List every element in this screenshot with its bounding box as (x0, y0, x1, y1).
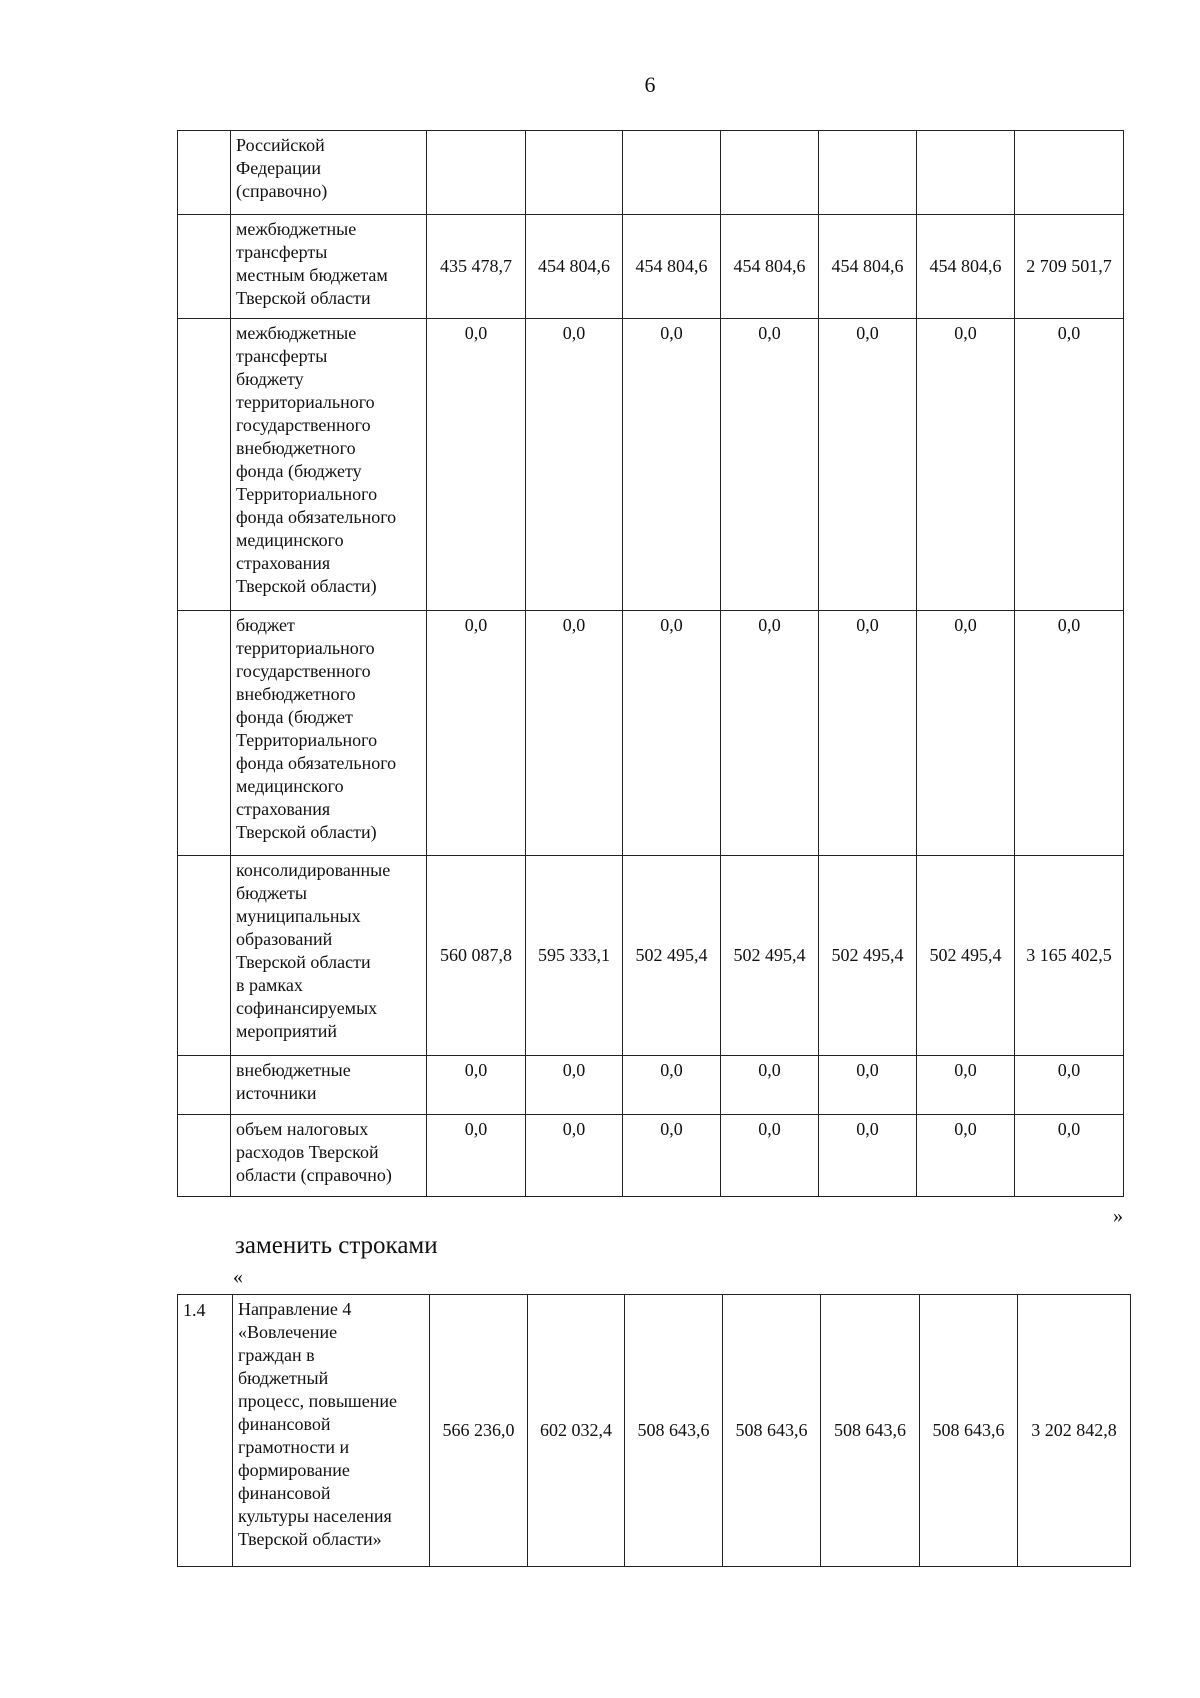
value-cell (623, 131, 721, 215)
row-index (178, 215, 231, 319)
row-index (178, 1056, 231, 1115)
closing-quote: » (1113, 1205, 1123, 1227)
row-label: внебюджетные источники (231, 1056, 427, 1115)
value-cell: 0,0 (526, 1115, 623, 1197)
value-cell: 0,0 (721, 319, 819, 611)
table-row (178, 1295, 1131, 1567)
value-cell: 454 804,6 (721, 215, 819, 319)
value-cell: 0,0 (623, 1115, 721, 1197)
row-index (178, 131, 231, 215)
value-cell: 508 643,6 (723, 1295, 821, 1567)
value-cell: 0,0 (427, 1056, 526, 1115)
value-cell: 0,0 (1015, 1056, 1124, 1115)
row-index: 1.4 (178, 1295, 233, 1567)
row-label: Направление 4 «Вовлечение граждан в бюджетный процесс, повышение финансовой грамотности и формирование финансовой культуры населения Тверской области» (233, 1295, 430, 1567)
value-cell: 435 478,7 (427, 215, 526, 319)
value-cell: 454 804,6 (819, 215, 917, 319)
row-index (178, 319, 231, 611)
value-cell: 0,0 (917, 611, 1015, 856)
row-label: межбюджетные трансферты местным бюджетам Тверской области (231, 215, 427, 319)
table-row (178, 611, 1124, 856)
value-cell: 595 333,1 (526, 856, 623, 1056)
row-label: бюджет территориального государственного внебюджетного фонда (бюджет Территориального фонда обязательного медицинского страхования Тверской области) (231, 611, 427, 856)
table-row (178, 131, 1124, 215)
value-cell: 0,0 (1015, 1115, 1124, 1197)
replace-instruction: заменить строками (235, 1232, 438, 1259)
value-cell: 0,0 (526, 319, 623, 611)
value-cell: 0,0 (819, 1056, 917, 1115)
value-cell: 0,0 (526, 1056, 623, 1115)
value-cell: 502 495,4 (819, 856, 917, 1056)
value-cell: 0,0 (819, 611, 917, 856)
value-cell: 0,0 (1015, 319, 1124, 611)
value-cell (526, 131, 623, 215)
value-cell: 0,0 (427, 319, 526, 611)
row-label: межбюджетные трансферты бюджету территориального государственного внебюджетного фонда (бюджету Территориального фонда обязательного медицинского страхования Тверской области) (231, 319, 427, 611)
value-cell: 566 236,0 (430, 1295, 528, 1567)
page-number: 6 (644, 72, 656, 97)
funding-table-top (177, 130, 1124, 1197)
value-cell: 0,0 (721, 611, 819, 856)
value-cell: 502 495,4 (623, 856, 721, 1056)
value-cell: 0,0 (721, 1056, 819, 1115)
value-cell: 508 643,6 (821, 1295, 920, 1567)
value-cell: 0,0 (623, 319, 721, 611)
table-row (178, 319, 1124, 611)
row-label: объем налоговых расходов Тверской области (справочно) (231, 1115, 427, 1197)
value-cell: 0,0 (427, 1115, 526, 1197)
value-cell: 0,0 (917, 1115, 1015, 1197)
table-row (178, 215, 1124, 319)
value-cell: 0,0 (917, 1056, 1015, 1115)
value-cell: 502 495,4 (721, 856, 819, 1056)
value-cell (427, 131, 526, 215)
value-cell: 0,0 (917, 319, 1015, 611)
value-cell (819, 131, 917, 215)
value-cell: 0,0 (427, 611, 526, 856)
value-cell: 0,0 (1015, 611, 1124, 856)
value-cell (721, 131, 819, 215)
value-cell: 502 495,4 (917, 856, 1015, 1056)
value-cell: 508 643,6 (625, 1295, 723, 1567)
value-cell: 508 643,6 (920, 1295, 1018, 1567)
value-cell: 3 202 842,8 (1018, 1295, 1131, 1567)
value-cell: 3 165 402,5 (1015, 856, 1124, 1056)
value-cell: 454 804,6 (526, 215, 623, 319)
value-cell: 602 032,4 (528, 1295, 625, 1567)
value-cell (917, 131, 1015, 215)
value-cell: 454 804,6 (623, 215, 721, 319)
value-cell: 0,0 (819, 1115, 917, 1197)
value-cell: 454 804,6 (917, 215, 1015, 319)
value-cell: 2 709 501,7 (1015, 215, 1124, 319)
value-cell: 560 087,8 (427, 856, 526, 1056)
value-cell: 0,0 (526, 611, 623, 856)
funding-table-bottom (177, 1294, 1131, 1567)
value-cell (1015, 131, 1124, 215)
row-label: консолидированные бюджеты муниципальных образований Тверской области в рамках софинансируемых мероприятий (231, 856, 427, 1056)
opening-quote: « (233, 1266, 243, 1288)
table-row (178, 856, 1124, 1056)
value-cell: 0,0 (819, 319, 917, 611)
table-row (178, 1056, 1124, 1115)
value-cell: 0,0 (721, 1115, 819, 1197)
table-row (178, 1115, 1124, 1197)
value-cell: 0,0 (623, 611, 721, 856)
value-cell: 0,0 (623, 1056, 721, 1115)
row-label: Российской Федерации (справочно) (231, 131, 427, 215)
row-index (178, 1115, 231, 1197)
row-index (178, 611, 231, 856)
row-index (178, 856, 231, 1056)
